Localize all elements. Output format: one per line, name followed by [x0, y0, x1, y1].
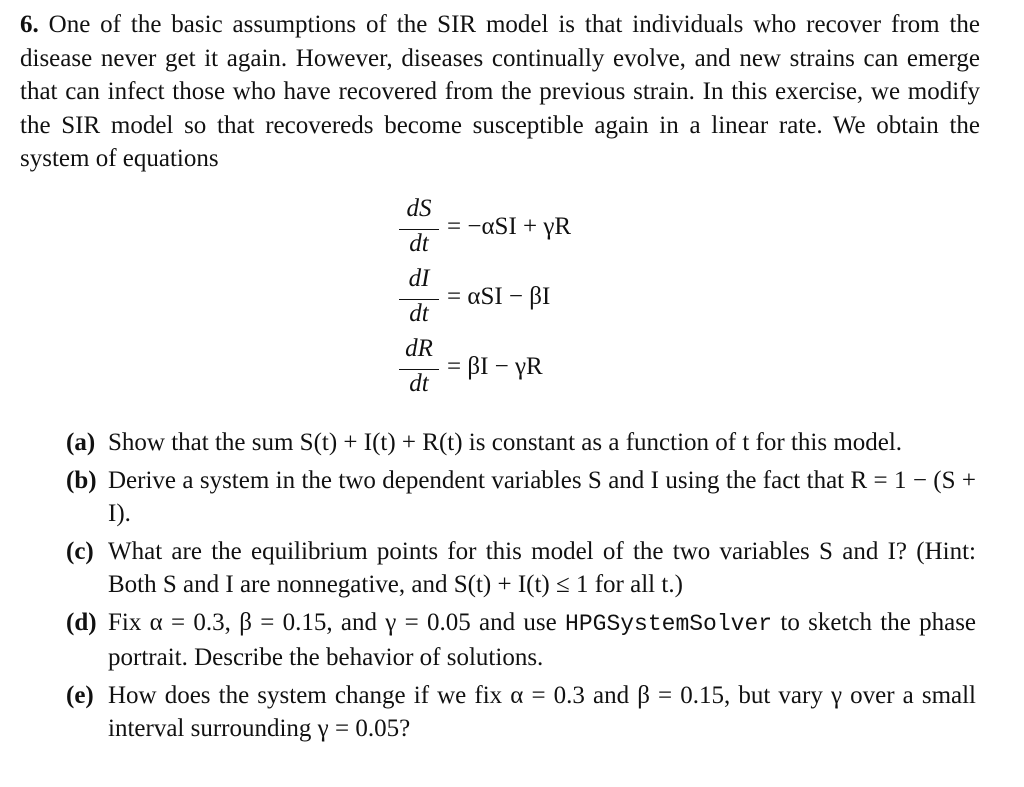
exercise-parts — [66, 426, 976, 750]
equation-rhs: = βI − γR — [447, 353, 543, 380]
part-e — [66, 679, 976, 746]
equation-system — [395, 195, 755, 415]
equation-rhs: = αSI − βI — [447, 283, 551, 310]
fraction-denominator: dt — [409, 300, 429, 327]
part-label: (b) — [66, 466, 97, 494]
fraction-denominator: dt — [409, 230, 429, 257]
part-a — [66, 426, 976, 460]
problem-number: 6. — [20, 11, 39, 38]
equation-ds — [395, 195, 755, 265]
part-text-before: Fix α = 0.3, β = 0.15, and γ = 0.05 and use — [108, 608, 557, 636]
part-b — [66, 464, 976, 531]
part-label: (d) — [66, 608, 97, 636]
solver-name: HPGSystemSolver — [565, 610, 773, 637]
part-text-after: to sketch the phase portrait. Describe the behavior of solutions. — [108, 608, 977, 671]
fraction-numerator: dI — [408, 265, 430, 292]
part-text: Show that the sum S(t) + I(t) + R(t) is constant as a function of t for this model. — [108, 429, 903, 456]
part-label: (a) — [66, 429, 96, 456]
part-text: How does the system change if we fix α = 0.3 and β = 0.15, but vary γ over a small interval surrounding γ = 0.05? — [108, 681, 976, 742]
fraction-numerator: dS — [406, 195, 432, 222]
part-d — [66, 606, 976, 675]
problem-intro-text: One of the basic assumptions of the SIR model is that individuals who recover from the disease never get it again. However, diseases continually evolve, and new strains can emerge that can infect those who have recovered from the previous strain. In this exercise, we modify the SIR model so that recovereds become susceptible again in a linear rate. We obtain the system of equations — [20, 11, 981, 172]
equation-di — [395, 265, 755, 335]
part-c — [66, 535, 976, 602]
part-label: (c) — [66, 537, 94, 565]
part-text: Derive a system in the two dependent variables S and I using the fact that R = 1 − (S + I). — [108, 466, 976, 527]
part-text: What are the equilibrium points for this model of the two variables S and I? (Hint: Both S and I are nonnegative, and S(t) + I(t) ≤ 1 for all t.) — [108, 537, 976, 598]
equation-dr — [395, 335, 755, 405]
fraction-numerator: dR — [405, 335, 433, 362]
fraction-denominator: dt — [409, 370, 429, 397]
part-label: (e) — [66, 681, 94, 709]
equation-rhs: = −αSI + γR — [447, 213, 572, 240]
problem-intro — [20, 8, 980, 176]
